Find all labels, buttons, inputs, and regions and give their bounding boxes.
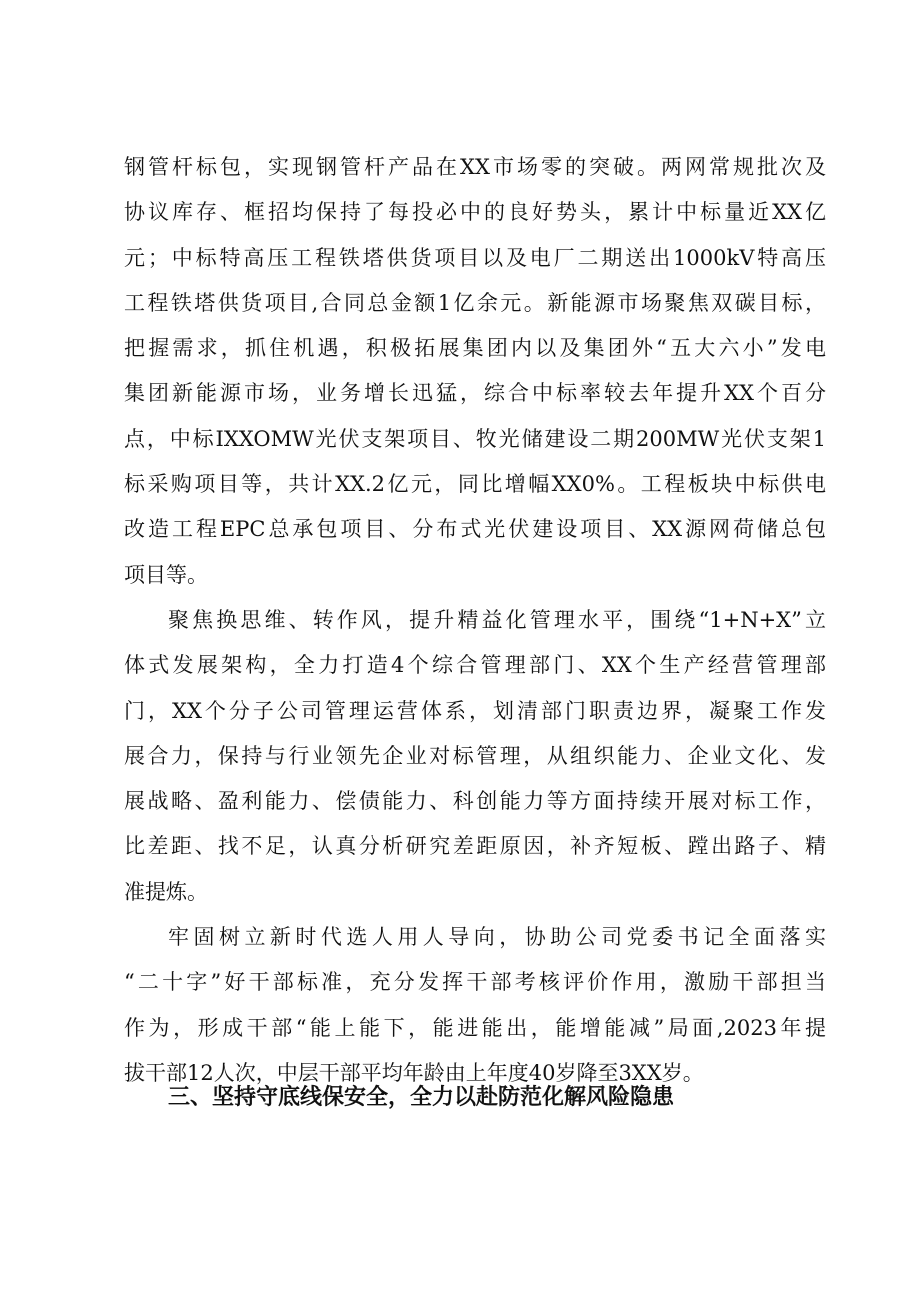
text-line: 作为，形成干部“能上能下，能进能出，能增能减”局面,2023年提: [124, 1015, 826, 1040]
text-line: 拔干部12人次，中层干部平均年龄由上年度40岁降至3XX岁。: [124, 1060, 704, 1085]
text-line: 聚焦换思维、转作风，提升精益化管理水平，围绕“1+N+X”立: [168, 608, 826, 632]
text-line: 元；中标特高压工程铁塔供货项目以及电厂二期送出1000kV特高压: [124, 245, 826, 270]
text-line: 展战略、盈利能力、偿债能力、科创能力等方面持续开展对标工作，: [124, 789, 826, 814]
paragraph-cadre-selection: [124, 915, 826, 1096]
text-line: 改造工程EPC总承包项目、分布式光伏建设项目、XX源网荷储总包: [124, 517, 826, 542]
text-line: 集团新能源市场，业务增长迅猛，综合中标率较去年提升XX个百分: [124, 381, 826, 406]
text-line: 牢固树立新时代选人用人导向，协助公司党委书记全面落实: [168, 925, 826, 949]
text-line: 门，XX个分子公司管理运营体系，划清部门职责边界，凝聚工作发: [124, 698, 826, 723]
text-line: 展合力，保持与行业领先企业对标管理，从组织能力、企业文化、发: [124, 743, 826, 768]
text-line: 比差距、找不足，认真分析研究差距原因，补齐短板、蹚出路子、精: [124, 834, 826, 859]
text-line: 把握需求，抓住机遇，积极拓展集团内以及集团外“五大六小”发电: [124, 336, 826, 361]
text-line: 工程铁塔供货项目,合同总金额1亿余元。新能源市场聚焦双碳目标，: [124, 290, 826, 315]
text-line: 钢管杆标包，实现钢管杆产品在XX市场零的突破。两网常规批次及: [124, 155, 826, 179]
text-line: 点，中标IXXOMW光伏支架项目、牧光储建设二期200MW光伏支架1: [124, 426, 826, 451]
text-line: 项目等。: [124, 562, 208, 587]
text-line: 标采购项目等，共计XX.2亿元，同比增幅XX0%。工程板块中标供电: [124, 472, 826, 497]
text-line: 准提炼。: [124, 879, 208, 904]
paragraph-market-results: [124, 145, 826, 598]
text-line: “二十字”好干部标准，充分发挥干部考核评价作用，激励干部担当: [124, 970, 826, 995]
text-line: 协议库存、框招均保持了每投必中的良好势头，累计中标量近XX亿: [124, 200, 826, 225]
paragraph-management: [124, 598, 826, 915]
text-line: 体式发展架构，全力打造4个综合管理部门、XX个生产经营管理部: [124, 653, 826, 678]
section-heading: 三、坚持守底线保安全，全力以赴防范化解风险隐患: [168, 1085, 675, 1110]
